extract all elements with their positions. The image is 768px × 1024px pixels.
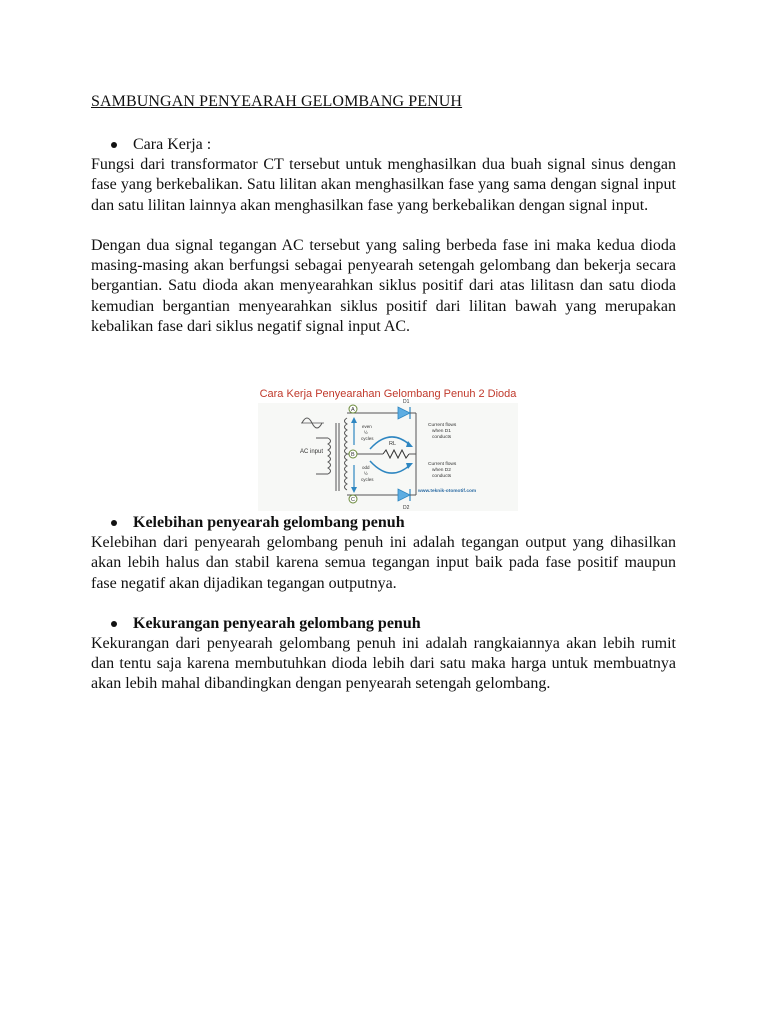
odd-label: odd bbox=[362, 465, 370, 470]
bullet-label: Kelebihan penyearah gelombang penuh bbox=[133, 514, 405, 531]
section-kelebihan bbox=[91, 513, 676, 695]
even-cycles: cycles bbox=[361, 436, 374, 441]
node-c-label: C bbox=[351, 497, 355, 503]
bullet-cara-kerja bbox=[91, 135, 676, 155]
document-body bbox=[91, 92, 676, 337]
current1-line3: conducts bbox=[432, 435, 452, 440]
even-half: ½ bbox=[364, 430, 368, 435]
bullet-kelebihan bbox=[91, 513, 676, 533]
bullet-kekurangan bbox=[91, 614, 676, 634]
current1-line2: when D1 bbox=[432, 429, 451, 434]
paragraph-kekurangan: Kekurangan dari penyearah gelombang penuh ini adalah rangkaiannya akan lebih rumit dan tentu saja karena membutuhkan dioda lebih dari satu maka harga untuk membuatnya akan lebih mahal dibandingkan dengan penyearah setengah gelombang. bbox=[91, 634, 676, 693]
current1-line1: Current flows bbox=[428, 423, 457, 428]
paragraph-kelebihan: Kelebihan dari penyearah gelombang penuh ini adalah tegangan output yang dihasilkan akan lebih halus dan stabil karena semua tegangan input baik pada fase positif maupun fase negatif akan dijadikan tegangan outputnya. bbox=[91, 534, 676, 592]
bullet-label: Kekurangan penyearah gelombang penuh bbox=[133, 614, 421, 632]
current2-line3: conducts bbox=[432, 474, 452, 479]
even-label: even bbox=[362, 424, 372, 429]
document-title: SAMBUNGAN PENYEARAH GELOMBANG PENUH bbox=[91, 93, 463, 110]
rl-label: RL bbox=[389, 441, 397, 447]
node-b-label: B bbox=[351, 452, 355, 458]
bullet-label: Cara Kerja : bbox=[133, 136, 212, 153]
d1-label: D1 bbox=[403, 399, 410, 405]
paragraph-cara-kerja-1: Fungsi dari transformator CT tersebut untuk menghasilkan dua buah signal sinus dengan fase yang berkebalikan. Satu lilitan akan menghasilkan fase yang sama dengan signal input dan satu lilitan lainnya akan menghasilkan fase yang berkebalikan dengan signal input. bbox=[91, 156, 676, 214]
figure-title: Cara Kerja Penyearahan Gelombang Penuh 2 Dioda bbox=[259, 388, 517, 400]
odd-half: ½ bbox=[364, 471, 368, 476]
d2-label: D2 bbox=[403, 505, 410, 511]
circuit-figure bbox=[258, 388, 518, 510]
bullet-dot-icon bbox=[111, 520, 117, 526]
circuit-diagram bbox=[258, 399, 518, 511]
node-a-label: A bbox=[351, 407, 355, 413]
ac-input-label: AC input bbox=[300, 449, 324, 455]
bullet-dot-icon bbox=[111, 621, 117, 627]
watermark-text: www.teknik-otomotif.com bbox=[418, 489, 477, 494]
current2-line2: when D2 bbox=[432, 468, 451, 473]
paragraph-cara-kerja-2: Dengan dua signal tegangan AC tersebut yang saling berbeda fase ini maka kedua dioda masing-masing akan berfungsi sebagai penyearah setengah gelombang dan bekerja secara bergantian. Satu dioda akan menyearahkan siklus positif dari atas lilitasn dan satu dioda kemudian bergantian menyearahkan siklus positif dari lilitan bawah yang merupakan kebalikan fase dari siklus negatif signal input AC. bbox=[91, 236, 676, 336]
odd-cycles: cycles bbox=[361, 477, 374, 482]
current2-line1: Current flows bbox=[428, 462, 457, 467]
bullet-dot-icon bbox=[111, 142, 117, 148]
